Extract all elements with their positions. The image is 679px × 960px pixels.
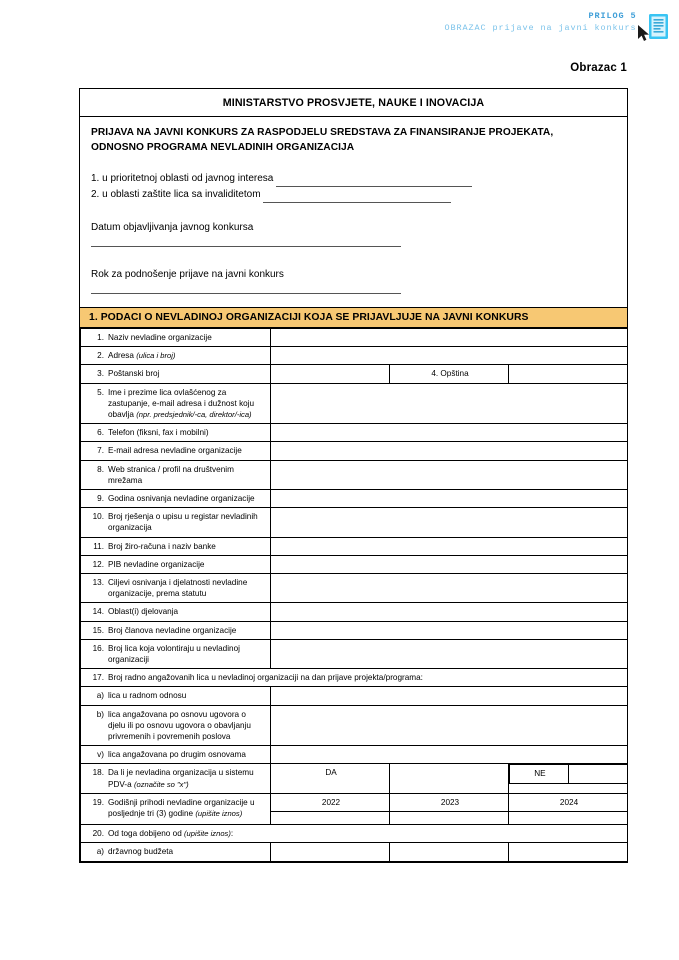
row-20-text <box>108 829 233 838</box>
row-18-label <box>81 764 271 793</box>
row-20-label <box>81 825 628 843</box>
row-19-year-3: 2024 <box>509 793 628 811</box>
table-row <box>81 508 628 537</box>
table-row <box>81 843 628 861</box>
table-row <box>81 793 628 811</box>
row-8-text: Web stranica / profil na društvenim mrežama <box>108 464 234 485</box>
row-10-input[interactable] <box>271 508 628 537</box>
scope-item-2-label: 2. u oblasti zaštite lica sa invaliditetom <box>91 189 261 200</box>
table-row <box>81 537 628 555</box>
row-20-note: (upišite iznos) <box>184 829 231 839</box>
row-5-input[interactable] <box>271 383 628 424</box>
ministry-title: MINISTARSTVO PROSVJETE, NAUKE I INOVACIJA <box>80 89 627 117</box>
table-row <box>81 621 628 639</box>
table-row <box>81 603 628 621</box>
row-13-label <box>81 574 271 603</box>
row-20a-amount-2[interactable] <box>390 843 509 861</box>
row-16-number: 16. <box>92 643 104 653</box>
table-row <box>81 460 628 489</box>
table-row <box>81 825 628 843</box>
row-3-label <box>81 365 271 383</box>
row-20a-amount-3[interactable] <box>509 843 628 861</box>
table-row <box>81 764 628 793</box>
row-17v-label <box>81 746 271 764</box>
row-9-label <box>81 490 271 508</box>
row-7-label <box>81 442 271 460</box>
row-2-number: 2. <box>97 351 104 361</box>
row-17a-input[interactable] <box>271 687 628 705</box>
row-17b-number: b) <box>96 709 104 719</box>
row-9-number: 9. <box>97 494 104 504</box>
row-3-text: Poštanski broj <box>108 369 160 379</box>
row-14-label <box>81 603 271 621</box>
row-14-text: Oblast(i) djelovanja <box>108 607 179 617</box>
row-14-number: 14. <box>92 607 104 617</box>
row-19-year-2: 2023 <box>390 793 509 811</box>
row-17v-input[interactable] <box>271 746 628 764</box>
table-row <box>81 383 628 424</box>
row-16-label <box>81 639 271 668</box>
row-10-number: 10. <box>92 512 104 522</box>
row-1-input[interactable] <box>271 329 628 347</box>
row-17b-label <box>81 705 271 746</box>
row-20a-number: a) <box>96 847 104 857</box>
scope-item-1-label: 1. u prioritetnoj oblasti od javnog interesa <box>91 173 274 184</box>
row-7-input[interactable] <box>271 442 628 460</box>
row-1-text: Naziv nevladine organizacije <box>108 333 212 342</box>
row-15-number: 15. <box>92 625 104 635</box>
table-row <box>81 329 628 347</box>
row-1-number: 1. <box>97 333 104 342</box>
scope-item-1-blank[interactable] <box>276 176 472 187</box>
header-obrazac-subtitle: OBRAZAC prijave na javni konkurs <box>444 23 637 33</box>
row-2-label <box>81 347 271 365</box>
publish-date-blank[interactable] <box>91 246 401 247</box>
row-18-text <box>108 767 263 789</box>
row-13-number: 13. <box>92 578 104 588</box>
row-5-main: Ime i prezime lica ovlašćenog za zastupanje, e-mail adresa i dužnost koju obavlja <box>108 387 255 420</box>
row-18-no-label: NE <box>510 765 569 783</box>
mouse-cursor-icon <box>637 24 651 42</box>
table-row <box>81 574 628 603</box>
row-5-label <box>81 383 271 424</box>
row-18-number: 18. <box>92 768 104 778</box>
publish-date-label: Datum objavljivanja javnog konkursa <box>91 222 254 233</box>
row-3-input[interactable] <box>271 365 390 383</box>
row-16-input[interactable] <box>271 639 628 668</box>
row-15-label <box>81 621 271 639</box>
row-18-note: (označite so "x") <box>133 779 189 789</box>
row-14-input[interactable] <box>271 603 628 621</box>
row-5-note: (npr. predsjednik/-ca, direktor/-ica) <box>136 410 252 420</box>
row-6-number: 6. <box>97 428 104 438</box>
organization-data-table <box>80 328 628 862</box>
header-prilog-label: PRILOG 5 <box>588 11 637 21</box>
table-row <box>81 365 628 383</box>
row-20-colon: : <box>230 829 234 839</box>
row-9-input[interactable] <box>271 490 628 508</box>
table-row <box>81 490 628 508</box>
page-header <box>0 10 671 58</box>
scope-item-2 <box>91 187 616 203</box>
row-16-text: Broj lica koja volontiraju u nevladinoj organizaciji <box>108 643 240 665</box>
table-row <box>81 669 628 687</box>
table-row <box>81 705 628 746</box>
row-19-note: (upišite iznos) <box>195 809 243 819</box>
row-4-input[interactable] <box>509 365 628 383</box>
row-19-number: 19. <box>92 797 104 807</box>
row-19-amount-2[interactable] <box>390 812 509 825</box>
row-19-label <box>81 793 271 824</box>
row-12-number: 12. <box>92 559 104 569</box>
row-10-text: Broj rješenja o upisu u registar nevladinih organizacija <box>108 512 258 533</box>
section-1-header: 1. PODACI O NEVLADINOJ ORGANIZACIJI KOJA SE PRIJAVLJUJE NA JAVNI KONKURS <box>80 307 627 328</box>
row-19-year-1: 2022 <box>271 793 390 811</box>
row-6-label <box>81 424 271 442</box>
row-17b-text: lica angažovana po osnovu ugovora o djelu ili po osnovu ugovora o obavljanju privremenih i povremenih poslova <box>108 709 251 742</box>
row-19-main: Godišnji prihodi nevladine organizacije u posljednje tri (3) godine <box>108 797 255 819</box>
row-17-text: Broj radno angažovanih lica u nevladinoj organizaciji na dan prijave projekta/programa: <box>108 673 423 683</box>
row-20a-label <box>81 843 271 861</box>
row-11-number: 11. <box>93 541 104 551</box>
row-7-text: E-mail adresa nevladine organizacije <box>108 446 242 456</box>
row-13-input[interactable] <box>271 574 628 603</box>
row-18-yes-checkbox[interactable] <box>390 764 509 793</box>
row-20-main: Od toga dobijeno od <box>108 829 185 839</box>
form-title-line2: ODNOSNO PROGRAMA NEVLADINIH ORGANIZACIJA <box>91 141 355 153</box>
row-2-text <box>108 350 263 361</box>
row-20a-text: državnog budžeta <box>108 847 174 857</box>
table-row <box>81 639 628 668</box>
row-12-label <box>81 555 271 573</box>
table-row <box>81 442 628 460</box>
deadline-label: Rok za podnošenje prijave na javni konkurs <box>91 269 284 280</box>
row-12-text: PIB nevladine organizacije <box>108 559 205 569</box>
row-6-text: Telefon (fiksni, fax i mobilni) <box>108 428 209 438</box>
row-8-input[interactable] <box>271 460 628 489</box>
row-17b-input[interactable] <box>271 705 628 746</box>
row-5-number: 5. <box>97 387 104 397</box>
row-17-label <box>81 669 628 687</box>
row-1-label <box>81 329 271 347</box>
table-row <box>81 424 628 442</box>
row-17a-number: a) <box>96 691 104 701</box>
intro-block <box>80 117 627 307</box>
row-8-label <box>81 460 271 489</box>
row-8-number: 8. <box>97 464 104 474</box>
scope-list <box>91 171 616 203</box>
row-2-main: Adresa <box>108 351 137 361</box>
form-frame <box>79 88 628 863</box>
row-17v-number: v) <box>97 750 104 760</box>
deadline-blank[interactable] <box>91 293 401 294</box>
table-row <box>81 746 628 764</box>
row-12-input[interactable] <box>271 555 628 573</box>
row-19-text <box>108 797 263 819</box>
row-11-input[interactable] <box>271 537 628 555</box>
row-2-input[interactable] <box>271 347 628 365</box>
header-text-block <box>445 10 637 35</box>
row-7-number: 7. <box>97 446 104 456</box>
row-19-amount-1[interactable] <box>271 812 390 825</box>
form-title-line1: PRIJAVA NA JAVNI KONKURS ZA RASPODJELU SREDSTAVA ZA FINANSIRANJE PROJEKATA, <box>91 127 554 138</box>
row-2-note: (ulica i broj) <box>136 351 176 361</box>
scope-item-1 <box>91 171 616 187</box>
row-17a-label <box>81 687 271 705</box>
row-3-number: 3. <box>97 369 104 379</box>
row-5-text <box>108 387 263 421</box>
obrazac-label: Obrazac 1 <box>570 62 627 74</box>
row-20-number: 20. <box>92 829 104 839</box>
document-icon[interactable] <box>645 12 671 44</box>
row-6-input[interactable] <box>271 424 628 442</box>
row-20a-amount-1[interactable] <box>271 843 390 861</box>
row-18-yes-label: DA <box>271 764 390 793</box>
row-15-input[interactable] <box>271 621 628 639</box>
row-19-amount-3[interactable] <box>509 812 628 825</box>
row-13-text: Ciljevi osnivanja i djelatnosti nevladine organizacije, prema statutu <box>108 578 248 599</box>
row-11-text: Broj žiro-računa i naziv banke <box>108 541 216 551</box>
row-18-main: Da li je nevladina organizacija u sistemu PDV-a <box>108 768 254 789</box>
row-17-number: 17. <box>92 673 104 683</box>
scope-item-2-blank[interactable] <box>263 192 451 203</box>
row-4-label: 4. Opština <box>390 365 509 383</box>
row-11-label <box>81 537 271 555</box>
table-row <box>81 555 628 573</box>
row-17a-text: lica u radnom odnosu <box>108 691 187 701</box>
row-9-text: Godina osnivanja nevladine organizacije <box>108 494 255 504</box>
row-17v-text: lica angažovana po drugim osnovama <box>108 750 246 760</box>
row-18-no-checkbox[interactable] <box>568 765 627 783</box>
row-15-text: Broj članova nevladine organizacije <box>108 625 237 635</box>
table-row <box>81 687 628 705</box>
row-18-no-cluster <box>509 764 628 793</box>
table-row <box>81 347 628 365</box>
row-10-label <box>81 508 271 537</box>
